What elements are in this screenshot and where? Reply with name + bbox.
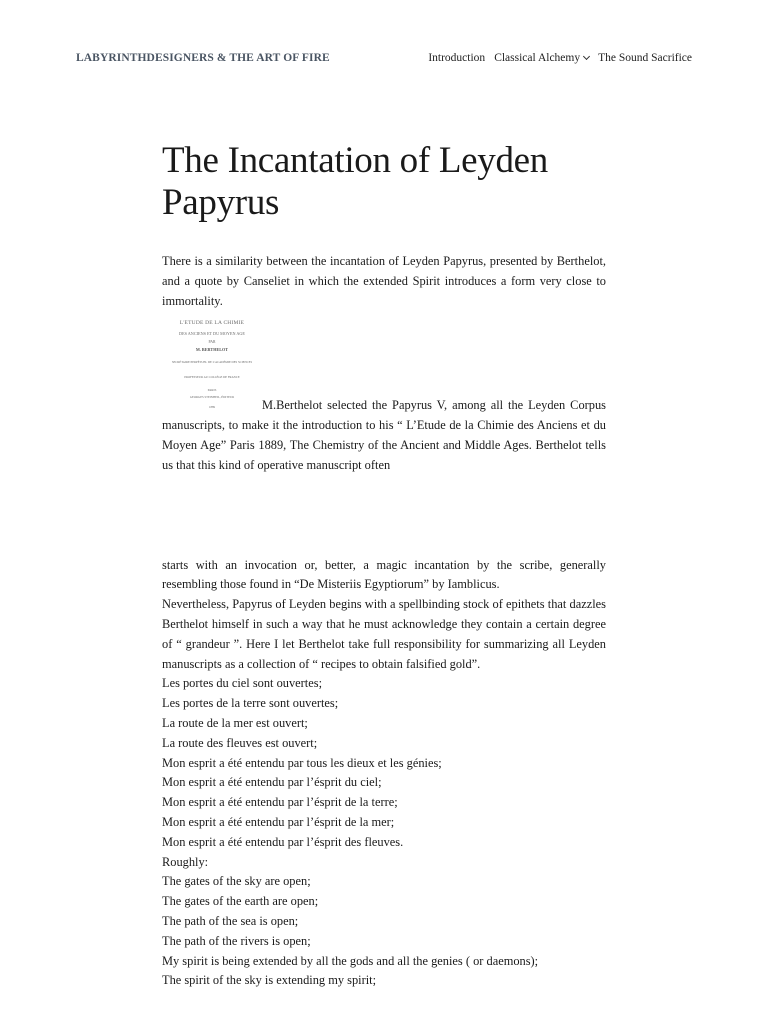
book-line: PARIS	[207, 388, 217, 393]
list-item: Les portes du ciel sont ouvertes;	[162, 676, 323, 691]
site-title-link[interactable]: LABYRINTHDESIGNERS & THE ART OF FIRE	[76, 52, 330, 64]
book-title-page-image[interactable]	[162, 317, 262, 413]
book-line: SECRÉTAIRE PERPÉTUEL DE L'ACADÉMIE DES SCIENCES	[171, 360, 253, 365]
list-item: Mon esprit a été entendu par l’ésprit des fleuves.	[162, 834, 404, 849]
list-item: Mon esprit a été entendu par tous les dieux et les génies;	[162, 755, 442, 770]
book-line: PROFESSEUR AU COLLÈGE DE FRANCE	[184, 375, 240, 380]
book-line: M. BERTHELOT	[195, 347, 229, 353]
list-item: The path of the rivers is open;	[162, 933, 311, 948]
list-item: The gates of the earth are open;	[162, 894, 319, 909]
list-item: Mon esprit a été entendu par l’ésprit de la mer;	[162, 814, 395, 829]
intro-paragraph: There is a similarity between the incantation of Leyden Papyrus, presented by Berthelot, and a quote by Canseliet in which the extended Spirit introduces a form very close to immortality.	[162, 254, 606, 308]
site-header	[0, 0, 768, 100]
image-paragraph-block	[162, 317, 606, 475]
nav-item-label: Introduction	[428, 52, 486, 64]
page-title: The Incantation of Leyden Papyrus	[162, 140, 548, 223]
list-item: La route de la mer est ouvert;	[162, 715, 308, 730]
book-line: 1889	[209, 405, 215, 410]
list-item: The gates of the sky are open;	[162, 874, 311, 889]
list-item: Mon esprit a été entendu par l’ésprit de la terre;	[162, 795, 398, 810]
roughly-label: Roughly:	[162, 854, 209, 869]
list-item: The spirit of the sky is extending my spirit;	[162, 973, 377, 988]
spacer	[162, 476, 606, 556]
article-content	[162, 140, 606, 991]
list-item: The path of the sea is open;	[162, 913, 299, 928]
book-line: L'ÉTUDE DE LA CHIMIE	[179, 320, 245, 327]
book-line: DES ANCIENS ET DU MOYEN AGE	[179, 331, 245, 337]
book-line: GEORGES STEINHEIL, ÉDITEUR	[189, 395, 235, 400]
list-item: Mon esprit a été entendu par l’ésprit du ciel;	[162, 775, 382, 790]
grandeur-paragraph: Nevertheless, Papyrus of Leyden begins with a spellbinding stock of epithets that dazzles Berthelot himself in such a way that he must acknowledge they contain a certain degree of “ grandeur ”. Here I let Berthelot take full responsibility for summarizing all Leyden manuscripts as a collection of “ recipes to obtain falsified gold”.	[162, 597, 606, 671]
french-incantation-list	[162, 674, 606, 991]
nav-item-classical-alchemy[interactable]	[494, 52, 589, 64]
nav-item-sound-sacrifice[interactable]	[598, 52, 692, 64]
nav-item-introduction[interactable]	[428, 52, 485, 64]
berthelot-paragraph: M.Berthelot selected the Papyrus V, among all the Leyden Corpus manuscripts, to make it the introduction to his “ L’Etude de la Chimie des Anciens et du Moyen Age” Paris 1889, The Chemistry of the Ancient and Middle Ages. Berthelot tells us that this kind of operative manuscript often	[162, 398, 606, 472]
nav-item-label: The Sound Sacrifice	[598, 52, 692, 64]
invocation-paragraph: starts with an invocation or, better, a magic incantation by the scribe, generally resembling those found in “De Misteriis Egyptiorum” by Iamblicus.	[162, 557, 606, 592]
list-item: La route des fleuves est ouvert;	[162, 735, 318, 750]
chevron-down-icon[interactable]	[583, 53, 590, 60]
nav-item-label: Classical Alchemy	[494, 52, 581, 64]
list-item: My spirit is being extended by all the gods and all the genies ( or daemons);	[162, 953, 539, 968]
main-nav	[428, 52, 692, 64]
list-item: Les portes de la terre sont ouvertes;	[162, 696, 339, 711]
book-line: PAR	[208, 340, 216, 345]
